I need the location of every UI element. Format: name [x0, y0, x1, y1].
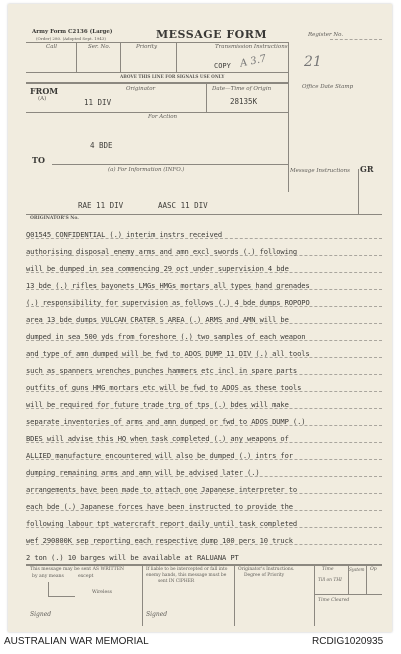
copy-stamp: COPY: [214, 62, 231, 70]
register-no-line: [330, 39, 382, 40]
message-line: Q01545 CONFIDENTIAL (.) interim instrs received: [26, 230, 223, 239]
message-line: ALLIED manufacture encountered will also be dumped (.) intrs for: [26, 451, 293, 460]
right-column-divider: [288, 42, 289, 192]
footer-col2-line2: enemy hands, this message must be: [146, 573, 227, 578]
till-label: Till on THI: [318, 578, 342, 583]
time-cleared-rule: [314, 594, 382, 595]
message-line: outfits of guns HMG mortars etc will be fwd to ADOS as these tools: [26, 383, 302, 392]
system-label: System: [349, 567, 365, 572]
office-date-stamp-label: Office Date Stamp: [302, 84, 354, 90]
from-sub-label: (A): [38, 96, 47, 102]
pencil-note: A 3.7: [239, 53, 268, 70]
footer-rule: [26, 564, 382, 566]
footer-col3-line2: Degree of Priority: [244, 573, 285, 578]
dtg-divider: [206, 82, 207, 112]
footer-divider-3: [314, 564, 315, 626]
message-line: and type of amn dumped will be fwd to ADOS DUMP 11 DIV (.) all tools: [26, 349, 310, 358]
message-line: dumped in sea 500 yds from foreshore (.) two samples of each weapon: [26, 332, 306, 341]
footer-col2-line1: If liable to be intercepted or fall into: [146, 567, 228, 572]
footer-col1-line4: Wireless: [92, 590, 112, 595]
ser-no-label: Ser. No.: [88, 44, 111, 50]
signed-label: Signed: [30, 611, 52, 618]
message-line: will be dumped in sea commencing 29 oct under supervision 4 bde: [26, 264, 289, 273]
from-label: FROM: [30, 86, 59, 96]
message-line: dumping remaining arms and amn will be advised later (.): [26, 468, 260, 477]
footer-col1-line2: by any means: [32, 574, 64, 579]
signed-label-2: Signed: [146, 611, 168, 618]
archive-reference: RCDIG1020935: [312, 636, 384, 647]
transmission-instructions-label: Transmission Instructions: [215, 44, 288, 50]
header-rule: [26, 42, 288, 43]
footer-divider-1: [142, 564, 143, 626]
footer-col3-line1: Originator's Instructions.: [238, 567, 295, 572]
info-value-2: AASC 11 DIV: [158, 201, 208, 210]
footer-col2-line3: sent IN CIPHER: [158, 579, 195, 584]
message-line: arrangements have been made to attach one Japanese interpreter to: [26, 485, 298, 494]
for-information-label: (a) For Information (INFO.): [108, 167, 185, 173]
to-rule: [52, 164, 288, 165]
message-line: such as spanners wrenches punches hammers etc incl in spare parts: [26, 366, 298, 375]
message-line: BDES will advise this HQ when task completed (.) any weapons of: [26, 434, 289, 443]
message-line: following labour tpt watercraft report daily until task completed: [26, 519, 298, 528]
to-action-value: 4 BDE: [90, 141, 113, 150]
from-rule: [26, 82, 288, 84]
time-cleared-label: Time Cleared: [318, 598, 350, 603]
date-time-label: Date—Time of Origin: [212, 86, 272, 92]
signals-only-note: ABOVE THIS LINE FOR SIGNALS USE ONLY: [120, 74, 225, 79]
dtg-value: 28135K: [230, 97, 258, 106]
pencil-mark: 21: [304, 54, 322, 70]
call-label: Call: [46, 44, 58, 50]
gr-label: GR: [360, 164, 374, 174]
ser-divider: [120, 42, 121, 72]
to-label: TO: [32, 155, 45, 165]
info-value: RAE 11 DIV: [78, 201, 124, 210]
message-line: (.) responsibility for supervision as follows (.) 4 bde dumps ROPOPO: [26, 298, 310, 307]
message-line: each bde (.) Japanese forces have been instructed to provide the: [26, 502, 293, 511]
priority-label: Priority: [136, 44, 158, 50]
archive-caption: AUSTRALIAN WAR MEMORIAL: [4, 636, 149, 647]
footer-divider-2: [234, 564, 235, 626]
register-no-label: Register No.: [308, 32, 344, 38]
originator-value: 11 DIV: [84, 98, 112, 107]
message-line: area 13 bde dumps VULCAN CRATER S AREA (.) ARMS and AMN will be: [26, 315, 289, 324]
message-line: authorising disposal enemy arms and amn excl swords (.) following: [26, 247, 298, 256]
form-title: MESSAGE FORM: [156, 28, 268, 41]
signals-rule: [26, 72, 288, 73]
for-action-label: For Action: [148, 114, 178, 120]
message-line: 2 ton (.) 10 barges will be available at RALUANA PT: [26, 553, 239, 562]
message-line: will be required for future trade trg of tps (.) bdes will make: [26, 400, 289, 409]
message-form-document: [8, 4, 392, 632]
footer-col1-line3: except: [78, 574, 94, 579]
originator-label: Originator: [126, 86, 156, 92]
originators-no-label: ORIGINATOR'S No.: [30, 216, 79, 221]
footer-divider-5: [366, 564, 367, 594]
footer-col1-line1: This message may be sent AS WRITTEN: [30, 567, 125, 572]
time-label: Time: [322, 567, 334, 572]
form-number: Army Form C2136 (Large): [32, 29, 113, 35]
signature-box: [48, 582, 75, 597]
message-line: 13 bde (.) rifles bayonets LMGs HMGs mortars all types hand grenades: [26, 281, 310, 290]
gr-divider: [358, 169, 359, 214]
op-label: Op: [370, 567, 377, 572]
call-divider: [76, 42, 77, 72]
message-line: wef 290800K sep reporting each respective dump 100 pers 10 truck: [26, 536, 293, 545]
form-order: (Order) 280. (Adopted Sept. 1943): [36, 36, 106, 41]
message-line: separate inventories of arms and amn dumped or fwd to ADOS DUMP (.): [26, 417, 306, 426]
message-instructions-label: Message Instructions: [290, 168, 350, 174]
action-rule: [26, 112, 288, 113]
originators-no-rule: [26, 214, 382, 215]
priority-divider: [176, 42, 177, 72]
